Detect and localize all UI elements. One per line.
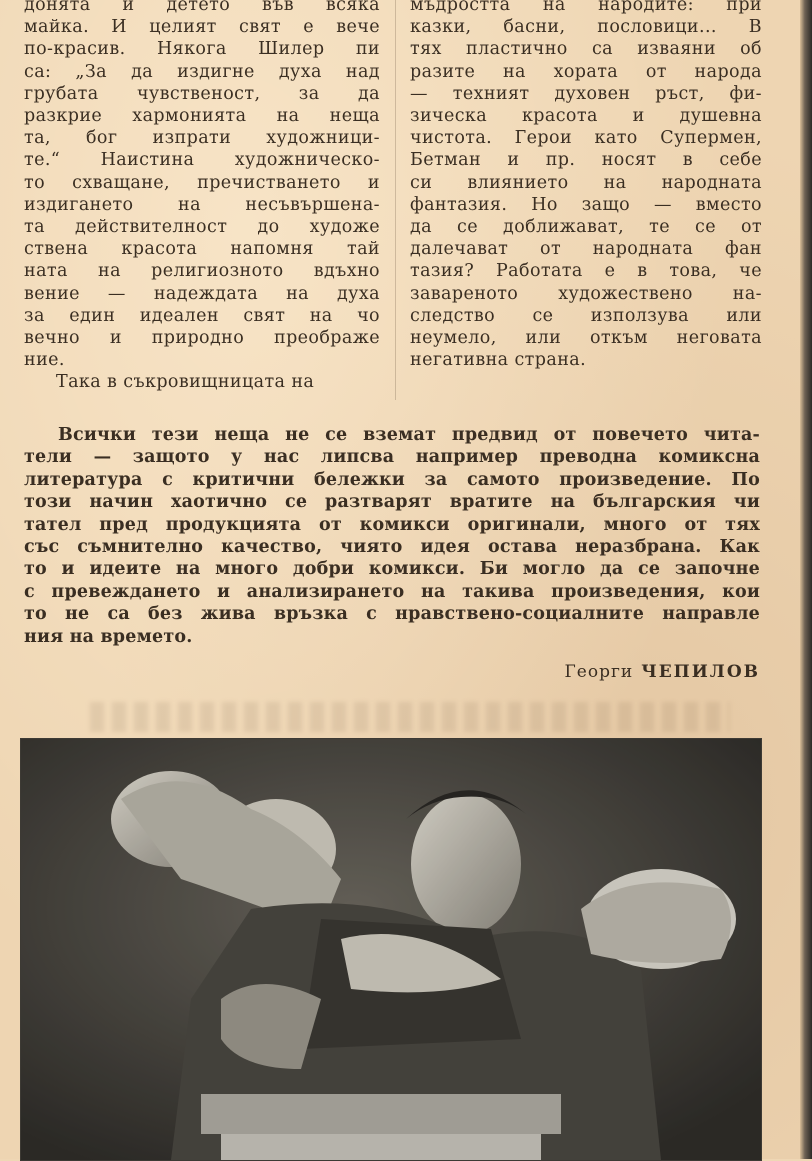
text-line: по-красив. Някога Шилер пи xyxy=(24,39,380,60)
column-divider xyxy=(395,0,396,400)
text-line: вение — надеждата на духа xyxy=(24,283,380,304)
text-line: Бетман и пр. носят в себе xyxy=(410,150,762,171)
text-line: то схващане, пречистването и xyxy=(24,172,380,193)
text-line: чистота. Герои като Супермен, xyxy=(410,128,762,149)
text-line: майка. И целият свят е вече xyxy=(24,17,380,38)
author-first-name: Георги xyxy=(564,662,634,682)
text-line: неумело, или откъм неговата xyxy=(410,328,762,349)
text-line: с превеждането и анализирането на такива произведения, кои xyxy=(24,581,760,602)
superman-photo-icon xyxy=(20,738,762,1161)
text-line: са: „За да издигне духа над xyxy=(24,61,380,82)
closing-paragraph xyxy=(24,424,760,648)
text-line: далечават от народната фан xyxy=(410,239,762,260)
text-line: със съмнително качество, чиято идея остава неразбрана. Как xyxy=(24,537,760,558)
text-line: ствена красота напомня тай xyxy=(24,239,380,260)
right-column xyxy=(410,0,762,371)
text-line: та действителност до художе xyxy=(24,217,380,238)
text-line: — техният духовен ръст, фи- xyxy=(410,83,762,104)
text-line: Всички тези неща не се вземат предвид от повечето чита- xyxy=(58,425,760,445)
text-line: ната на религиозното вдъхно xyxy=(24,261,380,282)
text-line: разите на хората от народа xyxy=(410,61,762,82)
text-line: тях пластично са изваяни об xyxy=(410,39,762,60)
text-line: издигането на несъвършена- xyxy=(24,194,380,215)
text-line: ния на времето. xyxy=(24,626,193,647)
page-edge xyxy=(800,0,812,1159)
text-line: литература с критични бележки за самото произведение. По xyxy=(24,469,760,490)
text-line: да се доближават, те се от xyxy=(410,217,762,238)
text-line: си влиянието на народната xyxy=(410,172,762,193)
text-line: то не са без жива връзка с нравствено-социалните направле xyxy=(24,604,760,625)
text-line: този начин хаотично се разтварят вратите на българския чи xyxy=(24,492,760,513)
left-column xyxy=(24,0,380,394)
text-line: вечно и природно преображе xyxy=(24,328,380,349)
text-line: та, бог изпрати художници- xyxy=(24,128,380,149)
text-line: донята и детето във всяка xyxy=(24,0,380,15)
author-surname: ЧЕПИЛОВ xyxy=(641,662,760,682)
text-line: разкрие хармонията на неща xyxy=(24,106,380,127)
text-line: фантазия. Но защо — вместо xyxy=(410,194,762,215)
text-line: ние. xyxy=(24,350,65,371)
bleed-through-text xyxy=(90,702,730,732)
text-line: казки, басни, пословици... В xyxy=(410,17,762,38)
text-line: Така в съкровищницата на xyxy=(56,372,315,393)
text-line: тели — защото у нас липсва например преводна комиксна xyxy=(24,447,760,468)
text-line: те.“ Наистина художническо- xyxy=(24,150,380,171)
byline xyxy=(565,662,760,682)
text-line: негативна страна. xyxy=(410,350,587,371)
text-line: тател пред продукцията от комикси оригинали, много от тях xyxy=(24,514,760,535)
text-line: за един идеален свят на чо xyxy=(24,305,380,326)
text-line: грубата чувственост, за да xyxy=(24,83,380,104)
text-line: мъдростта на народите: при xyxy=(410,0,762,15)
text-line: следство се използува или xyxy=(410,305,762,326)
text-line: зическа красота и душевна xyxy=(410,106,762,127)
text-line: то и идеите на много добри комикси. Би могло да се започне xyxy=(24,559,760,580)
text-line: завареното художествено на- xyxy=(410,283,762,304)
text-line: тазия? Работата е в това, че xyxy=(410,261,762,282)
